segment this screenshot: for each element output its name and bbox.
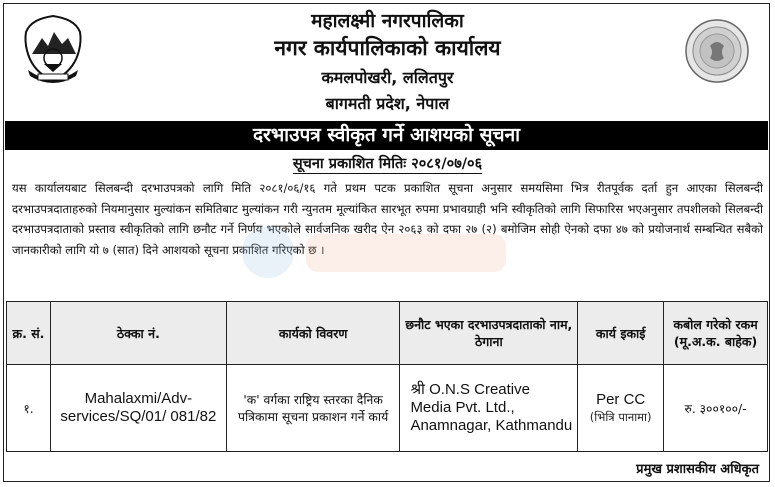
signature-title: प्रमुख प्रशासकीय अधिकृत	[636, 462, 759, 477]
province-country: बागमती प्रदेश, नेपाल	[325, 94, 450, 113]
cell-contract-no: Mahalaxmi/Adv-services/SQ/01/ 081/82	[50, 365, 226, 452]
cell-unit	[578, 365, 664, 452]
header-sn: क्र. सं.	[7, 302, 51, 365]
publish-date-text: सूचना प्रकाशित मितिः २०८१/०७/०६	[292, 156, 483, 172]
table-row	[7, 365, 768, 452]
header-contract-no: ठेक्का नं.	[50, 302, 226, 365]
office-name: नगर कार्यपालिकाको कार्यालय	[274, 36, 501, 60]
unit-note: (भित्रि पानामा)	[589, 409, 652, 424]
office-address: कमलपोखरी, ललितपुर	[321, 68, 454, 87]
publish-date	[0, 153, 775, 173]
header-amount: कबोल गरेको रकम (मू.अ.क. बाहेक)	[664, 302, 768, 365]
cell-work-desc: 'क' वर्गका राष्ट्रिय स्तरका दैनिक पत्रिकामा सूचना प्रकाशन गर्ने कार्य	[226, 365, 400, 452]
notice-body: यस कार्यालयबाट सिलबन्दी दरभाउपत्रको लागि मिति २०८१/०६/१६ गते प्रथम पटक प्रकाशित सूचना अनुसार समयसिमा भित्र रीतपूर्वक दर्ता हुन आएका सिलबन्दी दरभाउपत्रदाताहरुको नियमानुसार मुल्यांकन समितिबाट मुल्यांकन गरी न्युनतम मूल्यांकित सारभूत रुपमा प्रभावग्राही भनि स्वीकृतिको लागि सिफारिस भएअनुसार तपशीलको सिलबन्दी दरभाउपत्रदाताको प्रस्ताव स्वीकृतिको लागि छनौट गर्ने निर्णय भएकोले सार्वजनिक खरीद ऐन २०६३ को दफा २७ (२) बमोजिम सोही ऐनको दफा ४७ को प्रयोजनार्थ सम्बन्धित सबैको जानकारीको लागि यो ७ (सात) दिने आशयको सूचना प्रकाशित गरिएको छ ।	[12, 181, 763, 257]
cell-amount: रु. ३००१००/-	[664, 365, 768, 452]
header-work-desc: कार्यको विवरण	[226, 302, 400, 365]
tender-table	[6, 301, 768, 452]
table-header-row	[7, 302, 768, 365]
cell-bidder: श्री O.N.S Creative Media Pvt. Ltd., Anamnagar, Kathmandu	[400, 365, 578, 452]
municipality-name: महालक्ष्मी नगरपालिका	[311, 10, 464, 32]
header-bidder: छनौट भएका दरभाउपत्रदाताको नाम, ठेगाना	[400, 302, 578, 365]
notice-title: दरभाउपत्र स्वीकृत गर्ने आशयको सूचना	[5, 121, 768, 150]
header-unit: कार्य इकाई	[578, 302, 664, 365]
cell-sn: १.	[7, 365, 51, 452]
unit-value: Per CC	[596, 390, 646, 408]
